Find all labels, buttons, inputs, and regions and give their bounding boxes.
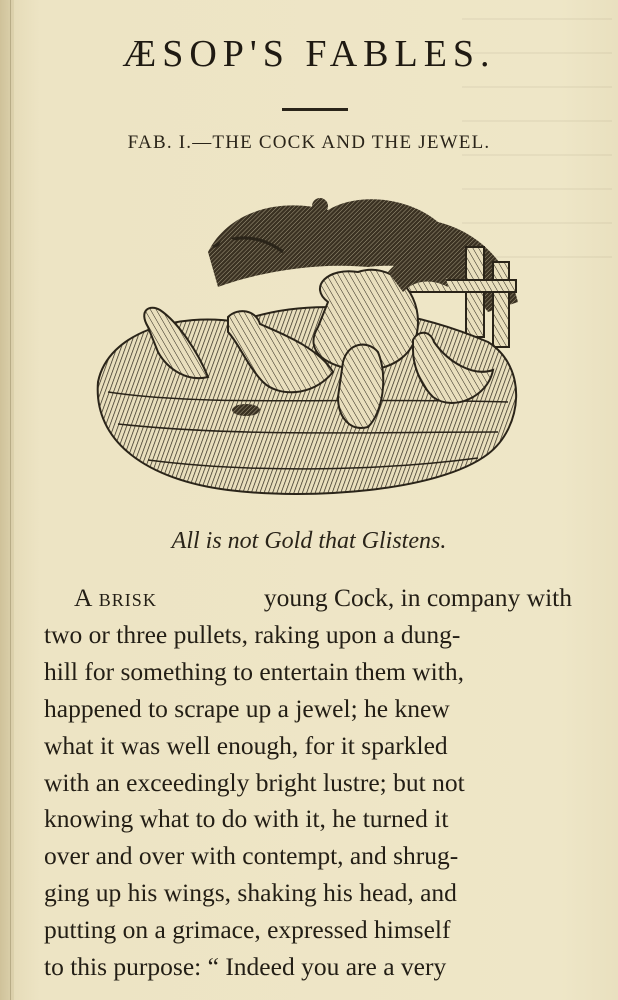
text-line: with an exceedingly bright lustre; but not bbox=[44, 767, 465, 797]
running-header: ÆSOP'S FABLES. bbox=[122, 33, 496, 75]
line-1-rest: young Cock, in company with bbox=[263, 583, 572, 612]
text-line: ging up his wings, shaking his head, and bbox=[44, 878, 457, 908]
text-line bbox=[44, 580, 572, 617]
text-line: over and over with contempt, and shrug- bbox=[44, 841, 459, 871]
fable-motto: All is not Gold that Glistens. bbox=[171, 528, 447, 554]
header-rule bbox=[282, 108, 348, 111]
text-line: knowing what to do with it, he turned it bbox=[44, 804, 449, 834]
fable-body bbox=[44, 580, 572, 986]
text-line: putting on a grimace, expressed himself bbox=[44, 915, 451, 945]
fable-title: FAB. I.—THE COCK AND THE JEWEL. bbox=[127, 132, 491, 153]
text-line: to this purpose: “ Indeed you are a very bbox=[44, 952, 447, 982]
text-line: happened to scrape up a jewel; he knew bbox=[44, 693, 450, 723]
woodcut-illustration bbox=[88, 192, 528, 502]
line-1-start bbox=[74, 580, 157, 617]
text-line: two or three pullets, raking upon a dung- bbox=[44, 619, 461, 649]
smallcaps-word: brisk bbox=[98, 583, 157, 612]
text-line: hill for something to entertain them with, bbox=[44, 656, 464, 686]
text-line: what it was well enough, for it sparkled bbox=[44, 730, 448, 760]
dropcap: A bbox=[74, 583, 93, 612]
